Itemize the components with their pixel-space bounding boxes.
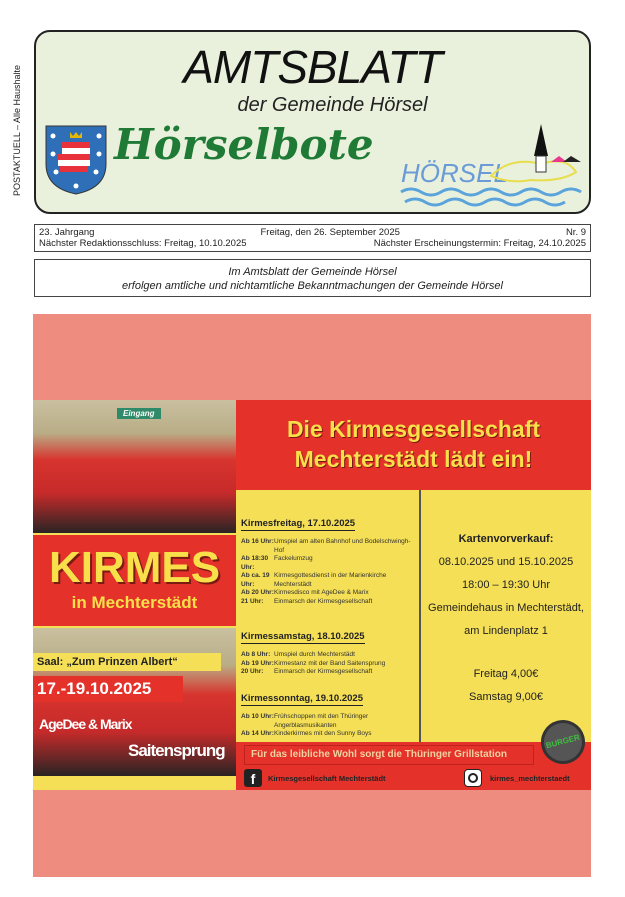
schedule-activity: Umspiel durch Mechterstädt xyxy=(274,651,355,658)
schedule-time: 21 Uhr: xyxy=(241,597,264,605)
headline-line-1: Die Kirmesgesellschaft xyxy=(286,416,541,442)
schedule-time: Ab 8 Uhr: xyxy=(241,651,271,658)
issue-date: Freitag, den 26. September 2025 xyxy=(260,227,400,238)
presale-dates: 08.10.2025 und 15.10.2025 xyxy=(438,556,574,568)
schedule-time: Ab ca. 19 Uhr: xyxy=(241,572,270,588)
schedule-item xyxy=(241,538,417,555)
instagram-handle[interactable]: kirmes_mechterstaedt xyxy=(490,774,570,783)
band-saitensprung: Saitensprung xyxy=(128,741,225,760)
schedule-activity: Kirmesdisco mit AgeDee & Marix xyxy=(274,589,369,596)
day-title: Kirmessamstag, 18.10.2025 xyxy=(241,631,365,642)
issue-info xyxy=(34,224,591,252)
schedule-activity: Einmarsch der Kirmesgesellschaft xyxy=(274,668,373,675)
schedule-item xyxy=(241,660,417,669)
kirmes-block xyxy=(33,533,236,628)
schedule-activity: Fackelumzug xyxy=(274,555,313,562)
schedule-item xyxy=(241,555,417,572)
schedule-item xyxy=(241,668,417,677)
schedule-activity: Frühschoppen mit den Thüringer Angerblasmusikanten xyxy=(274,713,369,729)
presale-place: Gemeindehaus in Mechterstädt, xyxy=(428,602,584,614)
masthead-name: Hörselbote xyxy=(114,120,374,169)
schedule-activity: Kirmestanz mit der Band Saitensprung xyxy=(274,659,386,667)
editorial-deadline: Nächster Redaktionsschluss: Freitag, 10.10.2025 xyxy=(39,238,247,249)
price-saturday: Samstag 9,00€ xyxy=(469,691,543,703)
schedule-friday xyxy=(241,513,417,606)
schedule-saturday xyxy=(241,626,417,677)
instagram-icon xyxy=(464,769,482,787)
schedule-item xyxy=(241,589,417,598)
presale-info xyxy=(421,528,591,709)
schedule-activity: Kirmesgottesdienst in der Marienkirche Mechterstädt xyxy=(274,572,387,588)
schedule-activity: Kinderkirmes mit den Sunny Boys xyxy=(274,730,372,737)
schedule-item xyxy=(241,598,417,607)
distribution-label: POSTAKTUELL – Alle Haushalte xyxy=(12,64,22,196)
schedule-time: Ab 18:30 Uhr: xyxy=(241,555,269,571)
group-photo-top xyxy=(33,400,236,533)
schedule-item xyxy=(241,730,417,739)
event-dates: 17.-19.10.2025 xyxy=(33,676,183,702)
next-issue-date: Nächster Erscheinungstermin: Freitag, 24.10.2025 xyxy=(373,238,586,249)
headline-line-2: Mechterstädt lädt ein! xyxy=(294,446,533,472)
schedule-activity: Umspiel am alten Bahnhof und Bodelschwingh-Hof xyxy=(274,538,411,554)
volume: 23. Jahrgang xyxy=(39,227,95,238)
schedule-item xyxy=(241,651,417,660)
notice-box xyxy=(34,259,591,297)
schedule-item xyxy=(241,713,417,730)
headline-block xyxy=(236,400,591,490)
notice-line-1: Im Amtsblatt der Gemeinde Hörsel xyxy=(228,266,397,278)
hoersel-logo-icon xyxy=(391,116,591,212)
group-photo-bottom xyxy=(33,628,236,776)
schedule-time: Ab 19 Uhr: xyxy=(241,659,274,667)
schedule-sunday xyxy=(241,688,417,739)
price-friday: Freitag 4,00€ xyxy=(473,668,539,680)
yellow-strip xyxy=(33,776,236,790)
masthead-title: AMTSBLATT xyxy=(183,41,442,93)
burger-badge: BURGER xyxy=(536,715,590,769)
schedule-time: Ab 16 Uhr: xyxy=(241,538,274,545)
schedule-time: Ab 10 Uhr: xyxy=(241,713,274,720)
venue: Saal: „Zum Prinzen Albert“ xyxy=(33,653,221,671)
entrance-sign: Eingang xyxy=(117,408,161,419)
schedule-time: Ab 20 Uhr: xyxy=(241,589,274,596)
issue-number: Nr. 9 xyxy=(565,227,586,238)
presale-time: 18:00 – 19:30 Uhr xyxy=(461,579,551,591)
kirmes-subtitle: in Mechterstädt xyxy=(71,593,198,612)
masthead xyxy=(34,30,591,214)
kirmes-title: KIRMES xyxy=(48,543,221,592)
facebook-handle[interactable]: Kirmesgesellschaft Mechterstädt xyxy=(268,774,386,783)
facebook-icon: f xyxy=(244,769,262,787)
kirmes-poster xyxy=(33,400,591,790)
day-title: Kirmessonntag, 19.10.2025 xyxy=(241,693,363,704)
masthead-subtitle: der Gemeinde Hörsel xyxy=(237,94,428,116)
logo-text: HÖRSEL xyxy=(401,158,508,188)
band-agedee-marix: AgeDee & Marix xyxy=(39,716,132,732)
coat-of-arms-icon xyxy=(44,124,108,196)
presale-address: am Lindenplatz 1 xyxy=(464,625,548,637)
food-banner: Für das leibliche Wohl sorgt die Thüringer Grillstation xyxy=(244,745,534,765)
schedule-activity: Einmarsch der Kirmesgesellschaft xyxy=(274,597,373,605)
schedule-item xyxy=(241,572,417,589)
notice-line-2: erfolgen amtliche und nichtamtliche Bekanntmachungen der Gemeinde Hörsel xyxy=(122,280,503,292)
schedule-time: Ab 14 Uhr: xyxy=(241,730,274,737)
schedule-time: 20 Uhr: xyxy=(241,668,264,675)
day-title: Kirmesfreitag, 17.10.2025 xyxy=(241,518,356,529)
presale-title: Kartenvorverkauf: xyxy=(458,533,554,545)
